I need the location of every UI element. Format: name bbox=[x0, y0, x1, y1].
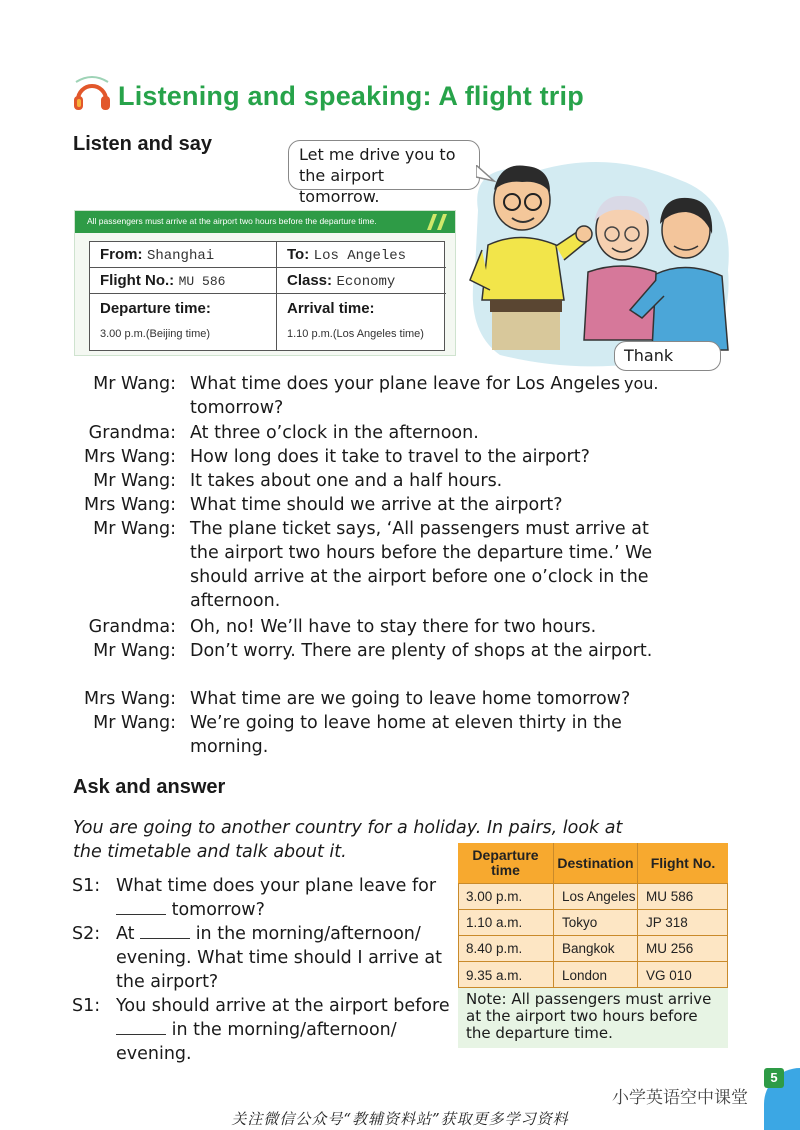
timetable-cell: VG 010 bbox=[646, 967, 692, 983]
listen-say-heading: Listen and say bbox=[73, 133, 212, 155]
stripes-icon bbox=[421, 214, 449, 230]
section-title-row bbox=[70, 74, 584, 118]
ticket-from: From: Shanghai bbox=[90, 242, 277, 268]
timetable-cell: MU 256 bbox=[638, 936, 728, 962]
page-title: Listening and speaking: A flight trip bbox=[118, 80, 584, 111]
timetable-note: Note: All passengers must arrive at the airport two hours before the departure time. bbox=[458, 988, 728, 1048]
instruction-text: You are going to another country for a holiday. In pairs, look at the timetable and talk about it. bbox=[73, 818, 623, 862]
answer-blank[interactable] bbox=[116, 1019, 166, 1035]
answer-blank[interactable] bbox=[116, 899, 166, 915]
bubble-tail-icon bbox=[476, 165, 496, 183]
flight-timetable bbox=[458, 843, 728, 988]
timetable-cell: Tokyo bbox=[554, 910, 638, 936]
speech-bubble-thanks: Thank you. bbox=[614, 341, 721, 371]
headphones-icon bbox=[70, 74, 114, 118]
ask-answer-heading: Ask and answer bbox=[73, 776, 226, 798]
ticket-arrival: Arrival time: 1.10 p.m.(Los Angeles time) bbox=[287, 300, 424, 340]
timetable-cell: London bbox=[554, 962, 638, 988]
ticket-table bbox=[89, 241, 445, 351]
timetable-header: Departure time bbox=[458, 843, 554, 884]
timetable-cell: 9.35 a.m. bbox=[458, 962, 554, 988]
timetable-cell: Los Angeles bbox=[554, 884, 638, 910]
timetable-cell: JP 318 bbox=[638, 910, 728, 936]
answer-blank[interactable] bbox=[140, 923, 190, 939]
timetable-header: Flight No. bbox=[638, 843, 728, 884]
ticket-to: To: Los Angeles bbox=[277, 242, 446, 268]
timetable-cell: 1.10 a.m. bbox=[458, 910, 554, 936]
page-number: 5 bbox=[764, 1068, 784, 1088]
ticket-class: Class: Economy bbox=[277, 268, 446, 294]
footer-notice: 关注微信公众号“教辅资料站”获取更多学习资料 bbox=[231, 1110, 569, 1128]
timetable-cell: 8.40 p.m. bbox=[458, 936, 554, 962]
timetable-cell: MU 586 bbox=[638, 884, 728, 910]
timetable-cell: 3.00 p.m. bbox=[458, 884, 554, 910]
speech-bubble-drive: Let me drive you to the airport tomorrow. bbox=[288, 140, 480, 190]
watermark-text: 小学英语空中课堂 bbox=[612, 1088, 748, 1108]
ticket-notice-bar bbox=[75, 211, 455, 233]
ticket-notice: All passengers must arrive at the airport two hours before the departure time. bbox=[87, 216, 377, 226]
ticket-departure: Departure time: 3.00 p.m.(Beijing time) bbox=[90, 294, 277, 350]
timetable-header: Destination bbox=[554, 843, 638, 884]
plane-ticket bbox=[74, 210, 456, 356]
ticket-flight-no: Flight No.: MU 586 bbox=[90, 268, 277, 294]
timetable-cell: Bangkok bbox=[554, 936, 638, 962]
